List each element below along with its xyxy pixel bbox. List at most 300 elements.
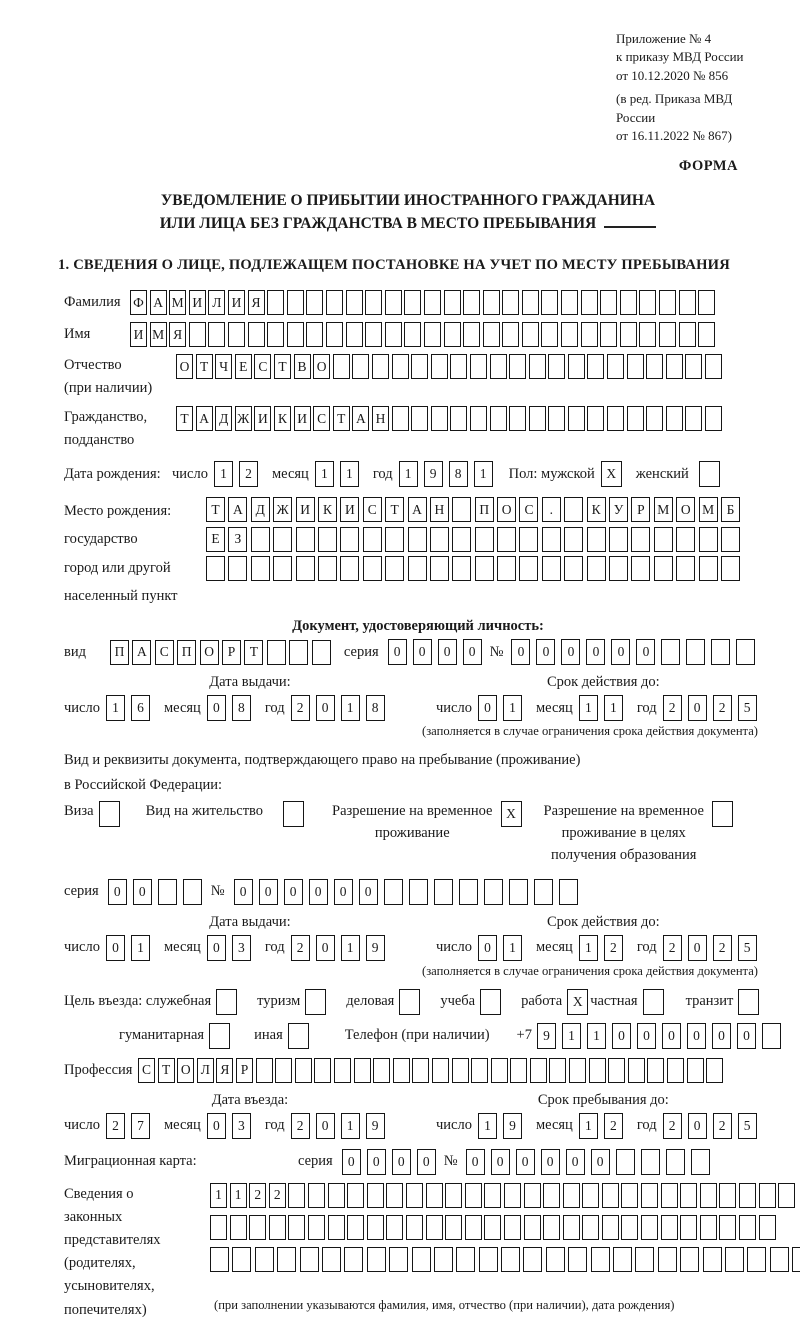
char-cell <box>491 1058 508 1083</box>
year-label: год <box>372 465 393 482</box>
purpose-private-checkbox <box>643 989 664 1015</box>
char-cell <box>287 290 304 315</box>
permit-expiry-col <box>436 914 771 961</box>
year-label: год <box>264 1117 285 1134</box>
char-cell: 1 <box>210 1183 227 1208</box>
char-cell: 1 <box>604 695 623 721</box>
permit-issue-col <box>64 914 436 961</box>
row-surname <box>64 290 772 315</box>
char-cell <box>504 1183 521 1208</box>
char-cell: 0 <box>687 1023 706 1049</box>
char-cell <box>679 290 696 315</box>
char-cell <box>412 1058 429 1083</box>
char-cell: Р <box>236 1058 253 1083</box>
char-cell <box>365 290 382 315</box>
char-cell: Ф <box>130 290 147 315</box>
char-cell <box>504 1215 521 1240</box>
char-cell: 0 <box>636 639 655 665</box>
char-cell: О <box>497 497 516 522</box>
char-cell: 0 <box>586 639 605 665</box>
permit-expiry-group <box>436 935 771 961</box>
char-cell <box>275 1058 292 1083</box>
char-cell <box>249 1215 266 1240</box>
citizenship-cells <box>176 406 725 431</box>
char-cell <box>326 322 343 347</box>
char-cell: 0 <box>712 1023 731 1049</box>
blank-underline <box>604 226 656 228</box>
char-cell <box>216 989 237 1015</box>
char-cell <box>627 406 644 431</box>
char-cell <box>230 1215 247 1240</box>
char-cell <box>661 639 680 665</box>
char-cell: С <box>138 1058 155 1083</box>
char-cell <box>452 497 471 522</box>
char-cell <box>721 556 740 581</box>
char-cell: 0 <box>316 935 335 961</box>
char-cell <box>587 406 604 431</box>
char-cell: К <box>274 406 291 431</box>
char-cell <box>691 1149 710 1175</box>
row-migration-card <box>64 1149 772 1175</box>
char-cell <box>698 290 715 315</box>
char-cell <box>367 1215 384 1240</box>
char-cell: 2 <box>249 1183 266 1208</box>
char-cell: 0 <box>207 695 226 721</box>
char-cell: К <box>587 497 606 522</box>
char-cell: П <box>177 640 196 665</box>
section1-heading: 1. СВЕДЕНИЯ О ЛИЦЕ, ПОДЛЕЖАЩЕМ ПОСТАНОВКЕ НА УЧЕТ ПО МЕСТУ ПРЕБЫВАНИЯ <box>58 257 730 274</box>
char-cell: Н <box>372 406 389 431</box>
char-cell <box>256 1058 273 1083</box>
char-cell: И <box>130 322 147 347</box>
char-cell <box>524 1215 541 1240</box>
char-cell <box>747 1247 766 1272</box>
char-cell <box>347 1183 364 1208</box>
purpose-tourism-checkbox <box>305 989 326 1015</box>
char-cell <box>385 527 404 552</box>
char-cell <box>639 290 656 315</box>
char-cell: Я <box>248 290 265 315</box>
char-cell: 2 <box>663 935 682 961</box>
char-cell <box>522 322 539 347</box>
char-cell <box>706 1058 723 1083</box>
row-permit-checkboxes <box>64 801 772 866</box>
char-cell <box>406 1183 423 1208</box>
char-cell: Я <box>216 1058 233 1083</box>
char-cell <box>667 1058 684 1083</box>
char-cell <box>711 639 730 665</box>
permit-expiry-year <box>663 935 763 961</box>
char-cell: 1 <box>230 1183 247 1208</box>
char-cell <box>475 556 494 581</box>
char-cell <box>647 1058 664 1083</box>
year-label: год <box>636 939 657 956</box>
entry-day <box>106 1113 156 1139</box>
char-cell: 0 <box>392 1149 411 1175</box>
birthplace-row3-cells <box>206 556 743 581</box>
right-doc-line1: Вид и реквизиты документа, подтверждающего право на пребывание (проживание) <box>64 752 581 769</box>
char-cell: Т <box>176 406 193 431</box>
visa-item <box>64 801 120 827</box>
char-cell <box>183 879 202 905</box>
char-cell <box>680 1183 697 1208</box>
mig-series-label: серия <box>298 1153 333 1170</box>
tourism-label: туризм <box>257 993 301 1010</box>
char-cell: Ж <box>273 497 292 522</box>
char-cell: С <box>313 406 330 431</box>
profession-label: Профессия <box>64 1061 133 1078</box>
char-cell: . <box>542 497 561 522</box>
char-cell <box>158 879 177 905</box>
char-cell: С <box>363 497 382 522</box>
char-cell: О <box>176 354 193 379</box>
char-cell <box>502 322 519 347</box>
char-cell <box>445 1183 462 1208</box>
row-identity-doc <box>64 639 772 665</box>
char-cell <box>654 556 673 581</box>
char-cell <box>641 1215 658 1240</box>
permit-issue-group <box>64 935 436 961</box>
char-cell: Л <box>197 1058 214 1083</box>
char-cell: 1 <box>478 1113 497 1139</box>
char-cell <box>251 556 270 581</box>
char-cell <box>635 1247 654 1272</box>
sex-female-label: женский <box>635 465 689 482</box>
entry-date-title: Дата въезда: <box>211 1091 289 1108</box>
char-cell <box>490 406 507 431</box>
char-cell <box>490 354 507 379</box>
char-cell <box>676 527 695 552</box>
char-cell <box>326 290 343 315</box>
char-cell <box>561 290 578 315</box>
char-cell <box>283 801 304 827</box>
char-cell <box>621 1183 638 1208</box>
passport-issue-month <box>207 695 257 721</box>
char-cell <box>641 1183 658 1208</box>
char-cell: 0 <box>688 695 707 721</box>
char-cell <box>582 1183 599 1208</box>
char-cell <box>568 354 585 379</box>
char-cell: О <box>177 1058 194 1083</box>
char-cell <box>340 556 359 581</box>
sex-female-checkbox <box>699 461 720 487</box>
char-cell: 2 <box>239 461 258 487</box>
char-cell <box>686 639 705 665</box>
char-cell: З <box>228 527 247 552</box>
passport-expiry-group <box>436 695 771 721</box>
stay-month <box>579 1113 629 1139</box>
char-cell: 8 <box>366 695 385 721</box>
char-cell <box>483 290 500 315</box>
char-cell: 5 <box>738 935 757 961</box>
char-cell <box>609 527 628 552</box>
stay-year <box>663 1113 763 1139</box>
char-cell: 6 <box>131 695 150 721</box>
char-cell: 3 <box>232 935 251 961</box>
doc-number-cells <box>511 639 761 665</box>
char-cell <box>206 556 225 581</box>
representatives-note: (при заполнении указываются фамилия, имя, отчество (при наличии), дата рождения) <box>214 1297 675 1312</box>
business-label: деловая <box>346 993 395 1010</box>
sex-male-label: Пол: мужской <box>508 465 595 482</box>
char-cell <box>99 801 120 827</box>
char-cell: Л <box>208 290 225 315</box>
annex-line: (в ред. Приказа МВД России <box>616 91 733 125</box>
char-cell <box>308 1183 325 1208</box>
day-label: число <box>64 699 100 716</box>
work-label: работа <box>521 993 563 1010</box>
representatives-rows <box>210 1183 800 1277</box>
char-cell <box>434 1247 453 1272</box>
char-cell <box>621 1215 638 1240</box>
char-cell <box>549 1058 566 1083</box>
char-cell <box>569 1058 586 1083</box>
birthplace-row2-cells <box>206 527 743 552</box>
month-label: месяц <box>535 1117 573 1134</box>
char-cell: 0 <box>612 1023 631 1049</box>
char-cell: 0 <box>106 935 125 961</box>
char-cell <box>705 406 722 431</box>
char-cell: 1 <box>579 695 598 721</box>
permit-series-label: серия <box>64 883 99 900</box>
mig-number-cells <box>466 1149 716 1175</box>
permit-expiry-day <box>478 935 528 961</box>
char-cell <box>432 1058 449 1083</box>
day-label: число <box>436 1117 472 1134</box>
char-cell: 2 <box>291 695 310 721</box>
char-cell: 1 <box>587 1023 606 1049</box>
char-cell <box>666 1149 685 1175</box>
sex-male-checkbox <box>601 461 622 487</box>
char-cell <box>530 1058 547 1083</box>
char-cell: К <box>318 497 337 522</box>
char-cell: 0 <box>234 879 253 905</box>
char-cell <box>680 1215 697 1240</box>
char-cell: Т <box>196 354 213 379</box>
char-cell: 0 <box>334 879 353 905</box>
char-cell <box>646 406 663 431</box>
permit-issue-month <box>207 935 257 961</box>
char-cell <box>762 1023 781 1049</box>
char-cell <box>367 1183 384 1208</box>
row-profession <box>64 1058 772 1083</box>
char-cell: У <box>609 497 628 522</box>
other-label: иная <box>254 1027 283 1044</box>
char-cell <box>616 1149 635 1175</box>
year-label: год <box>264 939 285 956</box>
char-cell <box>296 527 315 552</box>
char-cell <box>542 527 561 552</box>
char-cell <box>497 527 516 552</box>
char-cell <box>523 1247 542 1272</box>
annex-line: к приказу МВД России <box>616 49 744 65</box>
char-cell: 0 <box>359 879 378 905</box>
annex-line: от 16.11.2022 № 867) <box>616 128 733 144</box>
row-patronymic <box>64 354 772 399</box>
char-cell: Е <box>206 527 225 552</box>
day-label: число <box>172 465 208 482</box>
char-cell: 2 <box>713 935 732 961</box>
char-cell: 9 <box>366 935 385 961</box>
char-cell <box>431 354 448 379</box>
char-cell <box>409 879 428 905</box>
char-cell: О <box>676 497 695 522</box>
char-cell: X <box>567 989 588 1015</box>
char-cell: 1 <box>503 695 522 721</box>
char-cell <box>424 290 441 315</box>
edu-permit-label: Разрешение на временное проживание в целях получения образования <box>543 803 704 863</box>
birthplace-rows <box>206 497 743 586</box>
char-cell: 0 <box>511 639 530 665</box>
char-cell <box>463 322 480 347</box>
char-cell <box>607 406 624 431</box>
char-cell <box>679 322 696 347</box>
char-cell <box>346 322 363 347</box>
char-cell: 0 <box>541 1149 560 1175</box>
char-cell: Ч <box>215 354 232 379</box>
char-cell: 1 <box>341 695 360 721</box>
char-cell <box>509 354 526 379</box>
char-cell <box>385 290 402 315</box>
char-cell <box>587 556 606 581</box>
char-cell: 2 <box>291 935 310 961</box>
stay-day <box>478 1113 528 1139</box>
char-cell <box>373 1058 390 1083</box>
char-cell: А <box>408 497 427 522</box>
char-cell <box>465 1183 482 1208</box>
char-cell: Д <box>251 497 270 522</box>
char-cell <box>661 1183 678 1208</box>
char-cell <box>529 354 546 379</box>
char-cell <box>352 354 369 379</box>
char-cell: 5 <box>738 695 757 721</box>
char-cell <box>542 556 561 581</box>
char-cell <box>587 354 604 379</box>
page-title <box>44 189 772 236</box>
block-birthplace <box>64 497 772 610</box>
char-cell: 0 <box>478 695 497 721</box>
char-cell: А <box>352 406 369 431</box>
char-cell <box>666 354 683 379</box>
char-cell <box>564 527 583 552</box>
char-cell: М <box>169 290 186 315</box>
annex-line: от 10.12.2020 № 856 <box>616 67 729 83</box>
char-cell <box>232 1247 251 1272</box>
char-cell <box>408 527 427 552</box>
char-cell <box>524 1183 541 1208</box>
passport-expiry-col <box>436 674 771 721</box>
day-label: число <box>64 939 100 956</box>
identity-doc-heading: Документ, удостоверяющий личность: <box>292 618 544 635</box>
char-cell <box>685 406 702 431</box>
char-cell <box>759 1215 776 1240</box>
char-cell <box>676 556 695 581</box>
char-cell: И <box>294 406 311 431</box>
char-cell <box>328 1183 345 1208</box>
valid-until-title: Срок действия до: <box>546 913 660 930</box>
char-cell <box>386 1215 403 1240</box>
purpose-other-checkbox <box>288 1023 309 1049</box>
char-cell <box>700 1215 717 1240</box>
char-cell <box>452 556 471 581</box>
title-line2: ИЛИ ЛИЦА БЕЗ ГРАЖДАНСТВА В МЕСТО ПРЕБЫВАНИЯ <box>44 212 772 235</box>
char-cell: 3 <box>232 1113 251 1139</box>
char-cell: И <box>189 290 206 315</box>
char-cell: И <box>254 406 271 431</box>
passport-issue-day <box>106 695 156 721</box>
char-cell <box>288 1183 305 1208</box>
entry-date-col <box>64 1092 436 1139</box>
char-cell <box>346 290 363 315</box>
char-cell <box>602 1215 619 1240</box>
char-cell: 1 <box>579 1113 598 1139</box>
char-cell <box>502 290 519 315</box>
char-cell <box>367 1247 386 1272</box>
study-label: учеба <box>440 993 476 1010</box>
right-doc-text <box>64 748 772 797</box>
char-cell: 1 <box>340 461 359 487</box>
char-cell <box>563 1215 580 1240</box>
char-cell <box>333 354 350 379</box>
char-cell <box>288 1215 305 1240</box>
char-cell: 0 <box>367 1149 386 1175</box>
permit-number-cells <box>234 879 584 905</box>
char-cell: 1 <box>131 935 150 961</box>
char-cell <box>609 556 628 581</box>
visa-label: Виза <box>64 803 94 820</box>
char-cell: Т <box>206 497 225 522</box>
char-cell <box>522 290 539 315</box>
char-cell: 1 <box>503 935 522 961</box>
birth-day-cells <box>214 461 264 487</box>
char-cell <box>484 1215 501 1240</box>
char-cell: Т <box>385 497 404 522</box>
char-cell <box>393 1058 410 1083</box>
char-cell <box>267 290 284 315</box>
char-cell <box>404 290 421 315</box>
permit-issue-year <box>291 935 391 961</box>
passport-issue-col <box>64 674 436 721</box>
char-cell: 2 <box>713 1113 732 1139</box>
char-cell: 0 <box>466 1149 485 1175</box>
char-cell: 2 <box>663 1113 682 1139</box>
char-cell <box>430 556 449 581</box>
char-cell <box>210 1247 229 1272</box>
passport-expiry-year <box>663 695 763 721</box>
char-cell: 2 <box>106 1113 125 1139</box>
passport-expiry-month <box>579 695 629 721</box>
patronymic-label: Отчество (при наличии) <box>64 357 153 396</box>
surname-label: Фамилия <box>64 294 121 311</box>
char-cell <box>685 354 702 379</box>
char-cell <box>548 354 565 379</box>
char-cell <box>501 1247 520 1272</box>
char-cell <box>288 1023 309 1049</box>
patronymic-cells <box>176 354 725 379</box>
char-cell <box>412 1247 431 1272</box>
row-citizenship <box>64 406 772 451</box>
char-cell: М <box>654 497 673 522</box>
humanitarian-label: гуманитарная <box>119 1027 205 1044</box>
char-cell <box>607 354 624 379</box>
char-cell <box>646 354 663 379</box>
month-label: месяц <box>163 939 201 956</box>
char-cell <box>385 322 402 347</box>
char-cell <box>459 879 478 905</box>
month-label: месяц <box>271 465 309 482</box>
char-cell <box>739 1215 756 1240</box>
issue-date-title: Дата выдачи: <box>209 913 291 930</box>
